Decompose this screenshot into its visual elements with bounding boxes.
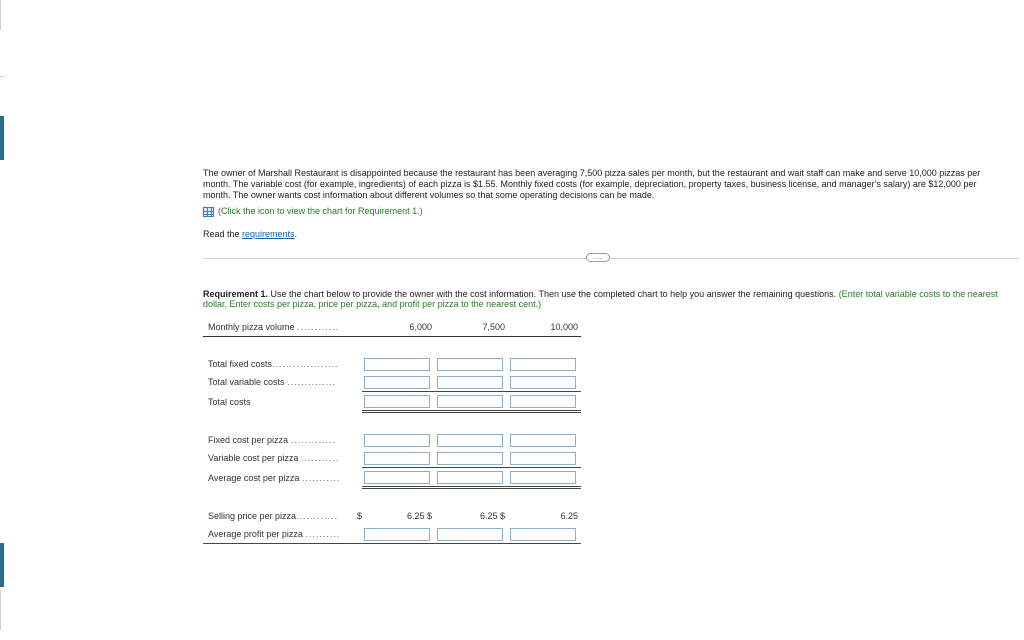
read-requirements-line xyxy=(203,229,1003,240)
header-label: Monthly pizza volume ............ xyxy=(203,318,362,337)
problem-intro xyxy=(203,168,1003,240)
total-variable-input-6000[interactable] xyxy=(364,376,430,389)
fixed-per-pizza-input-10000[interactable] xyxy=(510,434,576,447)
requirements-link[interactable]: requirements xyxy=(242,229,295,239)
average-profit-input-10000[interactable] xyxy=(510,528,576,541)
volume-header-1: 6,000 xyxy=(362,318,435,337)
selling-price-7500: 6.25 $ xyxy=(479,511,505,521)
selling-price-6000: 6.25 $ xyxy=(406,511,432,521)
row-label-total: Total costs xyxy=(208,396,251,407)
table-row xyxy=(203,525,581,544)
section-divider xyxy=(203,258,1019,259)
total-fixed-input-6000[interactable] xyxy=(364,358,430,371)
volume-header-3: 10,000 xyxy=(508,318,581,337)
chart-link[interactable] xyxy=(203,206,1003,217)
edge-accent-bar xyxy=(0,543,4,587)
fixed-per-pizza-input-7500[interactable] xyxy=(437,434,503,447)
total-fixed-input-10000[interactable] xyxy=(510,358,576,371)
selling-price-10000: 6.25 xyxy=(560,511,578,521)
row-label-average-per: Average cost per pizza ........... xyxy=(208,472,341,483)
total-variable-input-7500[interactable] xyxy=(437,376,503,389)
table-header-row xyxy=(203,318,581,337)
table-row xyxy=(203,507,581,525)
row-label-average-profit: Average profit per pizza .......... xyxy=(203,525,362,544)
intro-paragraph: The owner of Marshall Restaurant is disappointed because the restaurant has been averaging 7,500 pizza sales per month, but the restaurant and wait staff can make and serve 10,000 pizzas per month. The variable cost (for example, ingredients) of each pizza is $1.55. Monthly fixed costs (for example, depreciation, property taxes, business license, and manager's salary) are $12,000 per month. The owner wants cost information about different volumes so that some operating decisions can be made. xyxy=(203,168,981,200)
row-label-variable-per: Variable cost per pizza ........... xyxy=(208,453,340,464)
edge-tick xyxy=(0,76,4,77)
total-costs-input-6000[interactable] xyxy=(364,395,430,408)
row-label-variable: Total variable costs .............. xyxy=(208,377,337,388)
table-grid-icon[interactable] xyxy=(203,207,214,217)
requirement-text: Use the chart below to provide the owner with the cost information. Then use the completed chart to help you answer the remaining questions. xyxy=(268,289,839,299)
expand-more-button[interactable]: ..... xyxy=(586,253,610,262)
table-row xyxy=(203,373,581,392)
total-fixed-input-7500[interactable] xyxy=(437,358,503,371)
row-label-fixed-per: Fixed cost per pizza ............. xyxy=(208,435,337,445)
variable-per-pizza-input-7500[interactable] xyxy=(437,452,503,465)
table-row xyxy=(203,392,581,412)
average-cost-input-6000[interactable] xyxy=(364,471,430,484)
average-profit-input-7500[interactable] xyxy=(437,528,503,541)
total-costs-input-7500[interactable] xyxy=(437,395,503,408)
cost-table xyxy=(203,318,581,544)
edge-accent-bar xyxy=(0,116,4,160)
total-variable-input-10000[interactable] xyxy=(510,376,576,389)
requirement-label: Requirement 1. xyxy=(203,289,269,299)
requirement-hint: (Enter total variable costs to the nearest dollar. Enter costs per pizza, price per pizza, and profit per pizza to the nearest cent.) xyxy=(203,289,998,309)
table-row xyxy=(203,468,581,488)
variable-per-pizza-input-6000[interactable] xyxy=(364,452,430,465)
row-label-fixed: Total fixed costs................... xyxy=(208,359,339,369)
read-suffix: . xyxy=(294,229,298,239)
average-profit-input-6000[interactable] xyxy=(364,528,430,541)
edge-line-top xyxy=(0,0,1,30)
read-prefix: Read the xyxy=(203,229,243,239)
average-cost-input-10000[interactable] xyxy=(510,471,576,484)
table-row xyxy=(203,355,581,373)
edge-line-bottom xyxy=(0,590,1,630)
requirement-instructions xyxy=(203,289,1003,309)
chart-link-text[interactable]: (Click the icon to view the chart for Requirement 1.) xyxy=(218,206,423,216)
table-row xyxy=(203,431,581,449)
variable-per-pizza-input-10000[interactable] xyxy=(510,452,576,465)
row-label-selling-price: Selling price per pizza............ $ xyxy=(208,511,362,521)
fixed-per-pizza-input-6000[interactable] xyxy=(364,434,430,447)
volume-header-2: 7,500 xyxy=(435,318,508,337)
table-row xyxy=(203,449,581,468)
total-costs-input-10000[interactable] xyxy=(510,395,576,408)
average-cost-input-7500[interactable] xyxy=(437,471,503,484)
